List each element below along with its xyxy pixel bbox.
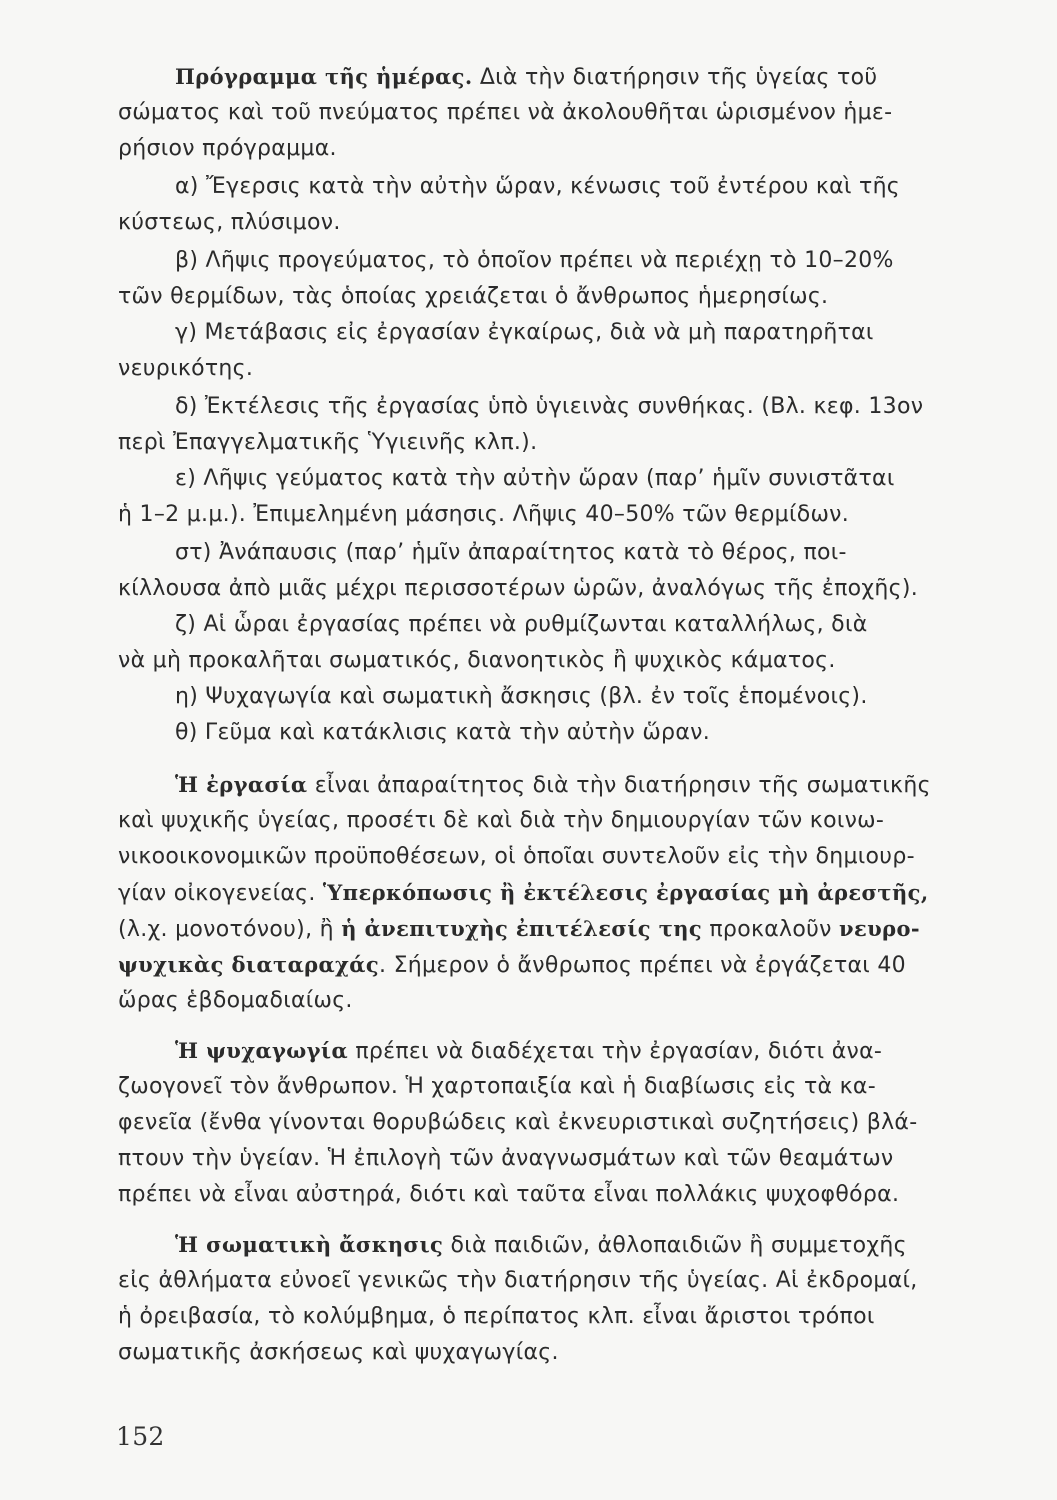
text-line: ρήσιον πρόγραμμα.: [118, 136, 337, 161]
list-item-st: στ) Ἀνάπαυσις (παρ’ ἡμῖν ἀπαραίτητος κατὰ τὸ θέρος, ποι-: [175, 540, 847, 565]
list-item-th: θ) Γεῦμα καὶ κατάκλισις κατὰ τὴν αὐτὴν ὥραν.: [175, 720, 711, 745]
text-line: [118, 950, 906, 981]
list-item-c: γ) Μετάβασις εἰς ἐργασίαν ἐγκαίρως, διὰ νὰ μὴ παρατηρῆται: [175, 320, 874, 345]
text-line: σώματος καὶ τοῦ πνεύματος πρέπει νὰ ἀκολουθῆται ὡρισμένον ἡμε-: [118, 100, 893, 125]
text-run: πρέπει νὰ διαδέχεται τὴν ἐργασίαν, διότι ἀνα-: [348, 1039, 883, 1064]
text-line: κύστεως, πλύσιμον.: [118, 210, 341, 235]
text-line: τῶν θερμίδων, τὰς ὁποίας χρειάζεται ὁ ἄνθρωπος ἡμερησίως.: [118, 284, 829, 309]
text-line: πτουν τὴν ὑγείαν. Ἡ ἐπιλογὴ τῶν ἀναγνωσμάτων καὶ τῶν θεαμάτων: [118, 1146, 894, 1171]
text-run: . Σήμερον ὁ ἄνθρωπος πρέπει νὰ ἐργάζεται 40: [379, 953, 906, 978]
list-item-b: β) Λῆψις προγεύματος, τὸ ὁποῖον πρέπει νὰ περιέχῃ τὸ 10–20%: [175, 248, 894, 273]
text-line: νικοοικονομικῶν προϋποθέσεων, οἱ ὁποῖαι συντελοῦν εἰς τὴν δημιουρ-: [118, 844, 915, 869]
text-run: διὰ παιδιῶν, ἀθλοπαιδιῶν ἢ συμμετοχῆς: [443, 1233, 907, 1258]
text-line: [175, 1036, 882, 1067]
text-run: προκαλοῦν: [702, 917, 840, 942]
list-item-a: α) Ἔγερσις κατὰ τὴν αὐτὴν ὥραν, κένωσις τοῦ ἐντέρου καὶ τῆς: [175, 174, 901, 199]
text-line: [118, 914, 920, 945]
text-line: [118, 878, 929, 909]
text-run: (λ.χ. μονοτόνου), ἢ: [118, 917, 342, 942]
heading-daily-programme: Πρόγραμμα τῆς ἡμέρας.: [175, 64, 473, 89]
text-line: φενεῖα (ἔνθα γίνονται θορυβώδεις καὶ ἐκνευριστικαὶ συζητήσεις) βλά-: [118, 1110, 918, 1135]
list-item-e: ε) Λῆψις γεύματος κατὰ τὴν αὐτὴν ὥραν (παρ’ ἡμῖν συνιστᾶται: [175, 466, 895, 491]
bold-phrase: Ὑπερκόπωσις ἢ ἐκτέλεσις ἐργασίας μὴ ἀρεστῆς,: [322, 880, 929, 905]
heading-recreation: Ἡ ψυχαγωγία: [175, 1038, 349, 1063]
list-item-d: δ) Ἐκτέλεσις τῆς ἐργασίας ὑπὸ ὑγιεινὰς συνθήκας. (Βλ. κεφ. 13ον: [175, 394, 924, 419]
text-run: Διὰ τὴν διατήρησιν τῆς ὑγείας τοῦ: [472, 65, 878, 90]
text-line: σωματικῆς ἀσκήσεως καὶ ψυχαγωγίας.: [118, 1340, 559, 1365]
list-item-i: η) Ψυχαγωγία καὶ σωματικὴ ἄσκησις (βλ. ἐν τοῖς ἑπομένοις).: [175, 684, 868, 709]
text-line: νὰ μὴ προκαλῆται σωματικός, διανοητικὸς ἢ ψυχικὸς κάματος.: [118, 648, 836, 673]
text-run: γίαν οἰκογενείας.: [118, 881, 323, 906]
bold-phrase: νευρο-: [839, 916, 921, 941]
text-line: ὥρας ἑβδομαδιαίως.: [118, 988, 353, 1013]
text-line: καὶ ψυχικῆς ὑγείας, προσέτι δὲ καὶ διὰ τὴν δημιουργίαν τῶν κοινω-: [118, 808, 885, 833]
text-line: ἡ ὀρειβασία, τὸ κολύμβημα, ὁ περίπατος κλπ. εἶναι ἄριστοι τρόποι: [118, 1304, 875, 1329]
heading-physical-exercise: Ἡ σωματικὴ ἄσκησις: [175, 1232, 444, 1257]
text-line: κίλλουσα ἀπὸ μιᾶς μέχρι περισσοτέρων ὡρῶν, ἀναλόγως τῆς ἐποχῆς).: [118, 576, 919, 601]
text-line: νευρικότης.: [118, 356, 254, 381]
text-line: ζωογονεῖ τὸν ἄνθρωπον. Ἡ χαρτοπαιξία καὶ ἡ διαβίωσις εἰς τὰ κα-: [118, 1074, 876, 1099]
text-line: ἡ 1–2 μ.μ.). Ἐπιμελημένη μάσησις. Λῆψις 40–50% τῶν θερμίδων.: [118, 502, 850, 527]
text-line: πρέπει νὰ εἶναι αὐστηρά, διότι καὶ ταῦτα εἶναι πολλάκις ψυχοφθόρα.: [118, 1182, 900, 1207]
page-number: 152: [116, 1422, 165, 1451]
text-line: περὶ Ἐπαγγελματικῆς Ὑγιεινῆς κλπ.).: [118, 430, 538, 455]
text-line: εἰς ἀθλήματα εὐνοεῖ γενικῶς τὴν διατήρησιν τῆς ὑγείας. Αἱ ἐκδρομαί,: [118, 1268, 918, 1293]
bold-phrase: ψυχικὰς διαταραχάς: [118, 952, 380, 977]
heading-work: Ἡ ἐργασία: [175, 772, 308, 797]
text-line: [175, 62, 877, 93]
text-run: εἶναι ἀπαραίτητος διὰ τὴν διατήρησιν τῆς σωματικῆς: [307, 773, 931, 798]
list-item-z: ζ) Αἱ ὧραι ἐργασίας πρέπει νὰ ρυθμίζωνται καταλλήλως, διὰ: [175, 612, 868, 637]
bold-phrase: ἡ ἀνεπιτυχὴς ἐπιτέλεσίς της: [341, 916, 703, 941]
text-line: [175, 770, 931, 801]
text-line: [175, 1230, 907, 1261]
